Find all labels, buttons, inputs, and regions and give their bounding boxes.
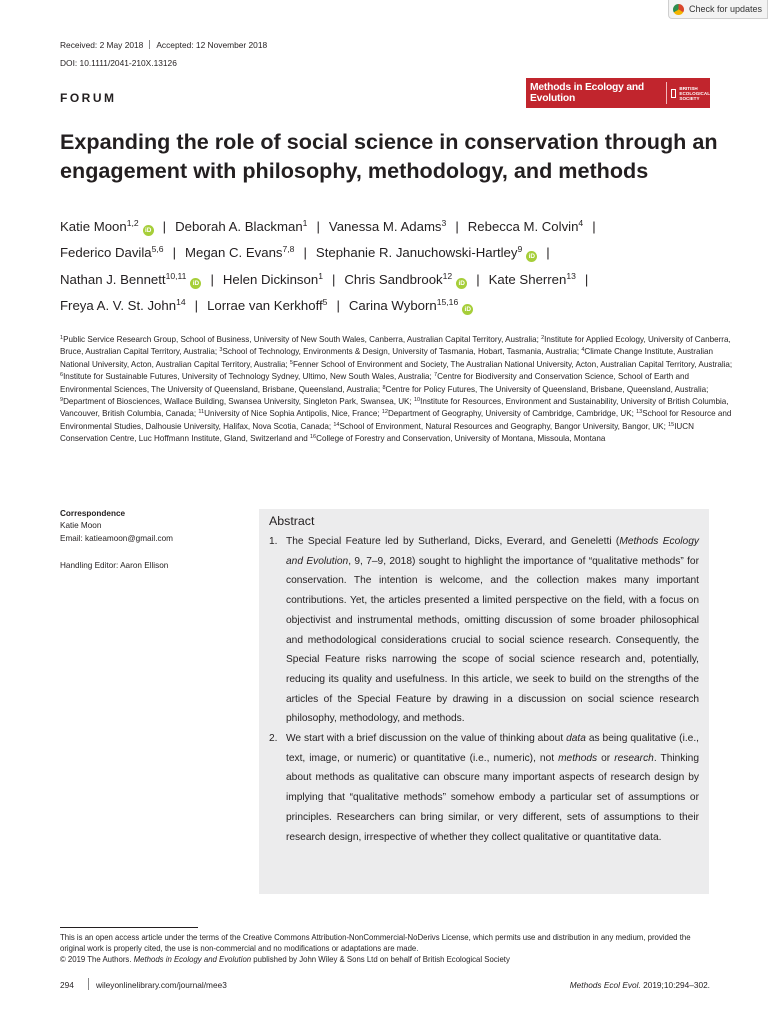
- abstract-item-text: [286, 729, 699, 847]
- affiliation-marker: 7,8: [282, 244, 295, 255]
- author-separator: |: [194, 298, 199, 314]
- author-line: [60, 267, 740, 293]
- affiliation-text: Climate Change Institute, Australian National University, Acton, Australian Capital Territory, Australia;: [60, 347, 714, 369]
- affiliation-number: 9: [60, 397, 64, 404]
- author-list: [60, 214, 740, 320]
- author-name: Freya A. V. St. John: [60, 298, 177, 314]
- journal-url[interactable]: wileyonlinelibrary.com/journal/mee3: [96, 980, 227, 990]
- affiliation-number: 16: [310, 434, 317, 441]
- author-name: Kate Sherren: [488, 271, 567, 287]
- affiliation-text: School for Resource and Environmental Studies, Dalhousie University, Halifax, Nova Scotia, Canada;: [60, 409, 732, 431]
- author: [60, 272, 201, 287]
- abstract-heading: Abstract: [269, 514, 315, 528]
- abstract-list: [269, 532, 699, 847]
- society-name: [679, 86, 710, 101]
- section-label: FORUM: [60, 91, 117, 105]
- author-name: Carina Wyborn: [348, 298, 437, 314]
- author: [60, 219, 154, 234]
- abstract-item: [269, 532, 699, 729]
- author-name: Stephanie R. Januchowski-Hartley: [315, 245, 518, 261]
- check-for-updates-button[interactable]: [668, 0, 768, 19]
- affiliation-text: University of Nice Sophia Antipolis, Nice, France;: [204, 409, 382, 419]
- received-date: Received: 2 May 2018: [60, 40, 144, 50]
- affiliation-text: Centre for Policy Futures, The University of Queensland, Brisbane, Queensland, Australia;: [385, 384, 709, 394]
- author: [349, 298, 473, 313]
- affiliation-marker: 1: [302, 218, 308, 228]
- affiliation-text: Institute for Resources, Environment and Sustainability, University of British Columbia, Vancouver, British Columbia, Canada;: [60, 397, 729, 419]
- handling-editor: Handling Editor: Aaron Ellison: [60, 561, 169, 570]
- affiliation-number: 4: [581, 347, 585, 354]
- author-line: [60, 293, 740, 319]
- author-separator: |: [336, 298, 340, 314]
- author-name: Rebecca M. Colvin: [467, 219, 579, 234]
- affiliation-marker: 15,16: [436, 297, 459, 308]
- divider: [149, 40, 150, 49]
- correspondence-email[interactable]: Email: katieamoon@gmail.com: [60, 533, 173, 543]
- author-name: Vanessa M. Adams: [328, 219, 442, 234]
- affiliation-number: 3: [219, 347, 223, 354]
- affiliation-text: College of Forestry and Conservation, University of Montana, Missoula, Montana: [316, 434, 606, 444]
- author: [344, 272, 467, 287]
- affiliation-marker: 5,6: [151, 244, 164, 255]
- logo-divider: [666, 82, 667, 104]
- correspondence: [60, 508, 173, 545]
- author-line: [60, 214, 740, 240]
- affiliation-text: Department of Biosciences, Wallace Building, Swansea University, Singleton Park, Swansea, UK;: [63, 397, 414, 407]
- abstract-text-run: Methods Ecology and Evolution: [286, 536, 699, 567]
- abstract-item-text: [286, 532, 699, 729]
- orcid-icon[interactable]: iD: [190, 278, 201, 289]
- affiliation-number: 14: [333, 421, 340, 428]
- author-separator: |: [316, 219, 320, 234]
- author-separator: |: [210, 271, 214, 287]
- abstract-item: [269, 729, 699, 847]
- crossmark-icon: [673, 4, 684, 15]
- affiliation-number: 6: [60, 372, 64, 379]
- author: [223, 272, 323, 287]
- affiliation-text: IUCN Conservation Centre, Luc Hoffmann Institute, Gland, Switzerland and: [60, 421, 694, 444]
- article-title: Expanding the role of social science in conservation through an engagement with philosophy, methodology, and methods: [60, 129, 718, 183]
- orcid-icon[interactable]: iD: [526, 251, 537, 262]
- accepted-date: Accepted: 12 November 2018: [156, 40, 268, 50]
- affiliation-number: 8: [382, 384, 386, 391]
- abstract-box: [259, 509, 709, 894]
- author-separator: |: [584, 271, 589, 287]
- affiliation-marker: 14: [176, 297, 186, 308]
- citation-journal: Methods Ecol Evol.: [569, 980, 641, 990]
- orcid-icon[interactable]: iD: [462, 304, 473, 315]
- author-name: Helen Dickinson: [222, 271, 319, 287]
- author-separator: |: [331, 271, 336, 287]
- affiliation-number: 12: [381, 409, 388, 416]
- author-line: [60, 240, 740, 266]
- author-name: Nathan J. Bennett: [60, 271, 166, 287]
- author: [329, 219, 446, 234]
- author-name: Lorrae van Kerkhoff: [207, 298, 323, 314]
- affiliation-marker: 10,11: [165, 270, 187, 281]
- affiliation-number: 10: [413, 397, 421, 404]
- abstract-text-run: methods: [558, 752, 598, 764]
- abstract-text-run: as being qualitative (i.e., text, image, or numeric) or quantitative (i.e., numeric), not: [286, 733, 699, 764]
- affiliation-number: 5: [289, 359, 293, 366]
- affiliation-marker: 1,2: [126, 218, 139, 228]
- affiliation-text: School of Environment, Natural Resources and Geography, Bangor University, Bangor, UK;: [339, 421, 669, 431]
- affiliation-marker: 1: [318, 270, 323, 281]
- author-separator: |: [476, 271, 480, 287]
- affiliation-number: 7: [434, 372, 438, 379]
- society-line: ECOLOGICAL: [679, 90, 710, 96]
- orcid-icon[interactable]: iD: [456, 278, 467, 289]
- affiliation-marker: 4: [578, 218, 584, 228]
- affiliation-text: Public Service Research Group, School of Business, University of New South Wales, Canberra, Australian Capital Territory, Australia;: [63, 335, 542, 344]
- page-number: 294: [60, 980, 74, 990]
- society-line: BRITISH: [679, 85, 698, 91]
- author-separator: |: [455, 219, 459, 234]
- author: [60, 245, 164, 260]
- abstract-item-number: 1.: [269, 536, 278, 547]
- author: [207, 298, 327, 313]
- author: [316, 245, 537, 260]
- abstract-text-run: or: [597, 752, 615, 764]
- society-emblem-icon: [671, 89, 676, 98]
- abstract-text-run: . Thinking about methods as qualitative can obscure many important aspects of research design by implying that “qualitative methods” somehow embody a particular set of assumptions or principles. Researchers can bring similar, or very different, sets of assumptions to their research design, irrespective of whether they collect qualitative or quantitative data.: [286, 752, 699, 843]
- affiliation-marker: 12: [442, 270, 453, 281]
- doi: DOI: 10.1111/2041-210X.13126: [60, 58, 177, 68]
- author: [60, 298, 186, 313]
- author-name: Megan C. Evans: [185, 245, 283, 261]
- abstract-text-run: research: [614, 752, 654, 764]
- author: [175, 219, 307, 234]
- society-line: SOCIETY: [679, 95, 700, 101]
- copyright-journal: Methods in Ecology and Evolution: [133, 954, 252, 964]
- affiliation-marker: 3: [441, 218, 447, 228]
- author: [468, 219, 583, 234]
- author-name: Chris Sandbrook: [344, 271, 443, 287]
- abstract-text-run: , 9, 7–9, 2018) sought to highlight the importance of “qualitative methods” for conservation. The intention is welcome, and the collection makes many important contributions. Yet, the articles presented a limited perspective on the field, with a focus on objectivist and instrumental methods, omitting discussion of some broader philosophical and methodological considerations crucial to social science research. Consequently, the Special Feature risks narrowing the scope of social science research and, potentially, reducing its quality and usefulness. In this article, we seek to build on the strengths of the articles of the Special Feature by drawing in a discussion on social science research philosophy, methodology, and methods.: [286, 555, 699, 725]
- author-separator: |: [303, 245, 307, 261]
- affiliation-text: Institute for Sustainable Futures, University of Technology Sydney, Ultimo, New South Wales, Australia;: [63, 372, 435, 382]
- abstract-text-run: The Special Feature led by Sutherland, Dicks, Everard, and Geneletti (: [286, 536, 620, 547]
- affiliation-marker: 13: [566, 270, 576, 281]
- copyright-line: [60, 955, 710, 966]
- author-name: Katie Moon: [60, 219, 127, 234]
- citation-details: 2019;10:294–302.: [640, 980, 710, 990]
- affiliation-text: Centre for Biodiversity and Conservation Science, School of Earth and Environmental Sciences, The University of Queensland, Brisbane, Queensland, Australia;: [60, 372, 690, 394]
- copyright-suffix: published by John Wiley & Sons Ltd on behalf of British Ecological Society: [251, 954, 510, 964]
- author-separator: |: [162, 219, 167, 234]
- affiliation-number: 11: [198, 409, 205, 416]
- abstract-item-number: 2.: [269, 733, 278, 745]
- journal-logo: [526, 78, 710, 108]
- copyright-prefix: © 2019 The Authors.: [60, 954, 134, 964]
- affiliation-marker: 5: [322, 297, 328, 308]
- journal-name: Methods in Ecology and Evolution: [530, 82, 645, 104]
- correspondence-name: Katie Moon: [60, 521, 102, 531]
- abstract-text-run: data: [566, 733, 586, 745]
- citation: [570, 980, 710, 990]
- check-for-updates-label: Check for updates: [689, 4, 763, 14]
- affiliation-text: Department of Geography, University of Cambridge, Cambridge, UK;: [387, 409, 637, 419]
- author-separator: |: [546, 245, 550, 261]
- affiliation-text: Fenner School of Environment and Society, The Australian National University, Acton, Australian Capital Territory, Australia;: [292, 359, 733, 369]
- affiliation-text: School of Technology, Environments & Design, University of Tasmania, Hobart, Tasmania, Australia;: [222, 347, 582, 357]
- affiliation-number: 2: [541, 335, 545, 341]
- footer-divider: [88, 978, 89, 990]
- footnote-rule: [60, 927, 198, 928]
- affiliation-number: 13: [636, 409, 643, 416]
- article-dates: [60, 40, 267, 50]
- orcid-icon[interactable]: iD: [143, 225, 154, 236]
- license-text: This is an open access article under the terms of the Creative Commons Attribution-NonCommercial-NoDerivs License, which permits use and distribution in any medium, provided the original work is properly cited, the use is non-commercial and no modifications or adaptations are made.: [60, 933, 691, 953]
- abstract-text-run: We start with a brief discussion on the value of thinking about: [286, 733, 567, 745]
- affiliations: [60, 334, 740, 446]
- affiliation-number: 1: [60, 335, 64, 341]
- license-notice: [60, 933, 710, 965]
- affiliation-number: 15: [668, 421, 675, 428]
- author-separator: |: [592, 219, 596, 234]
- affiliation-marker: 9: [517, 244, 523, 255]
- correspondence-heading: Correspondence: [60, 509, 126, 518]
- author-separator: |: [172, 245, 177, 261]
- author-name: Deborah A. Blackman: [175, 219, 303, 234]
- author: [185, 245, 294, 260]
- author: [489, 272, 576, 287]
- affiliation-text: Institute for Applied Ecology, University of Canberra, Bruce, Australian Capital Territory, Australia;: [60, 335, 731, 357]
- author-name: Federico Davila: [60, 245, 152, 261]
